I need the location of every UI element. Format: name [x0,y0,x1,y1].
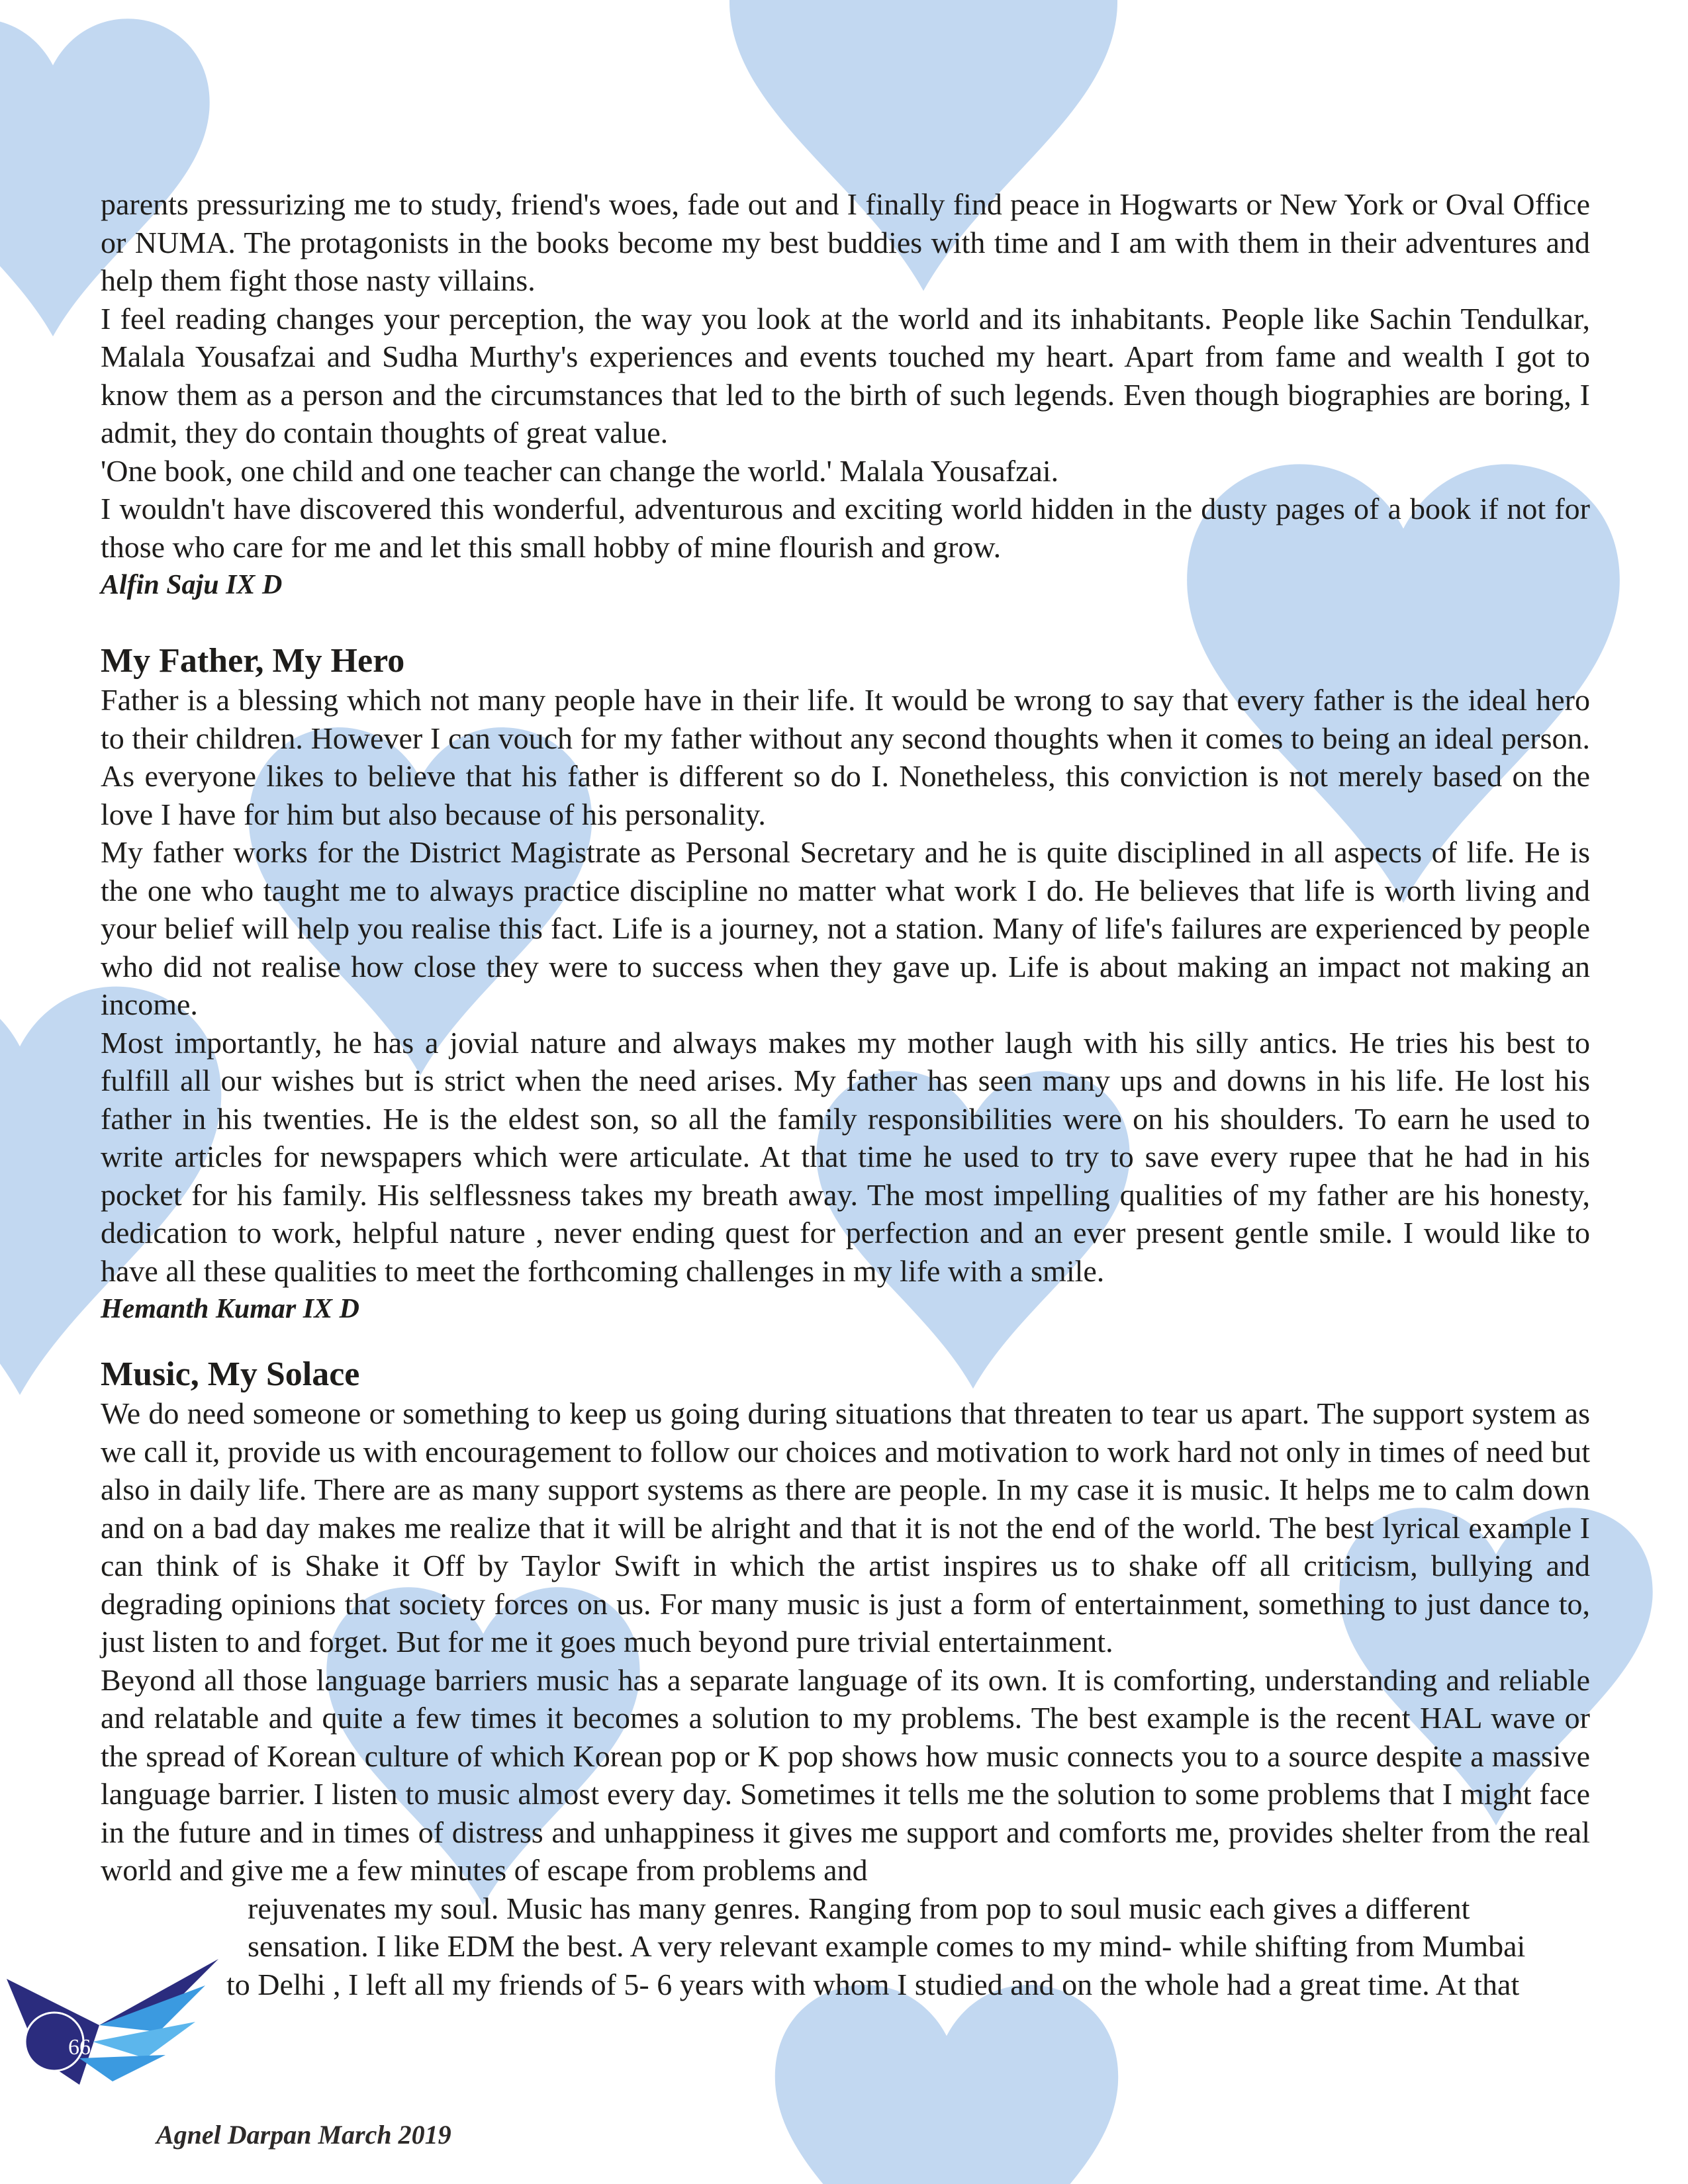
paragraph: I wouldn't have discovered this wonderful, adventurous and exciting world hidden in the dusty pages of a book if not for those who care for me and let this small hobby of mine flourish and grow. [101,492,1590,564]
paragraph: parents pressurizing me to study, friend's woes, fade out and I finally find peace in Hogwarts or New York or Oval Office or NUMA. The protagonists in the books become my best buddies with time and I am with them in their adventures and help them fight those nasty villains. [101,187,1590,297]
paragraph: Father is a blessing which not many people have in their life. It would be wrong to say that every father is the ideal hero to their children. However I can vouch for my father without any second thoughts when it comes to being an ideal person. As everyone likes to believe that his father is different so do I. Nonetheless, this conviction is not merely based on the love I have for him but also because of his personality. [101,683,1590,831]
page-number: 66 [68,2035,91,2060]
author-byline: Alfin Saju IX D [101,570,283,600]
quote-paragraph: 'One book, one child and one teacher can change the world.' Malala Yousafzai. [101,453,1059,488]
article-music [101,1355,1590,2003]
page-content [101,185,1590,2003]
paragraph: Most importantly, he has a jovial nature and always makes my mother laugh with his silly antics. He tries his best to fulfill all our wishes but is strict when the need arises. My father has seen many ups and downs in his life. He lost his father in his twenties. He is the eldest son, so all the family responsibilities were on his shoulders. To earn he used to write articles for newspapers which were articulate. At that time he used to try to save every rupee that he had in his pocket for his family. His selflessness takes my breath away. The most impelling qualities of my father are his honesty, dedication to work, helpful nature , never ending quest for perfection and an ever present gentle smile. I would like to have all these qualities to meet the forthcoming challenges in my life with a smile. [101,1025,1590,1288]
indented-line: rejuvenates my soul. Music has many genres. Ranging from pop to soul music each gives a different [248,1891,1470,1925]
paragraph: My father works for the District Magistrate as Personal Secretary and he is quite disciplined in all aspects of life. He is the one who taught me to always practice discipline no matter what work I do. He believes that life is worth living and your belief will help you realise this fact. Life is a journey, not a station. Many of life's failures are experienced by people who did not realise how close they were to success when they gave up. Life is about making an impact not making an income. [101,835,1590,1021]
article-reading [101,185,1590,604]
magazine-footer: Agnel Darpan March 2019 [156,2120,451,2150]
indented-line: sensation. I like EDM the best. A very relevant example comes to my mind- while shifting from Mumbai [248,1929,1526,1963]
indented-line: to Delhi , I left all my friends of 5- 6 years with whom I studied and on the whole had a great time. At that [226,1967,1520,2001]
paragraph: We do need someone or something to keep us going during situations that threaten to tear us apart. The support system as we call it, provide us with encouragement to follow our choices and motivation to work hard not only in times of need but also in daily life. There are as many support systems as there are people. In my case it is music. It helps me to calm down and on a bad day makes me realize that it will be alright and that it is not the end of the world. The best lyrical example I can think of is Shake it Off by Taylor Swift in which the artist inspires us to shake off all criticism, bullying and degrading opinions that society forces on us. For many music is just a form of entertainment, something to just dance to, just listen to and forget. But for me it goes much beyond pure trivial entertainment. [101,1396,1590,1659]
paragraph: Beyond all those language barriers music has a separate language of its own. It is comforting, understanding and reliable and relatable and quite a few times it becomes a solution to my problems. The best example is the recent HAL wave or the spread of Korean culture of which Korean pop or K pop shows how music connects you to a source despite a massive language barrier. I listen to music almost every day. Sometimes it tells me the solution to some problems that I might face in the future and in times of distress and unhappiness it gives me support and comforts me, provides shelter from the real world and give me a few minutes of escape from problems and [101,1662,1590,1887]
article-title: Music, My Solace [101,1355,360,1393]
bird-logo-icon [0,1959,225,2091]
author-byline: Hemanth Kumar IX D [101,1294,359,1324]
paragraph: I feel reading changes your perception, the way you look at the world and its inhabitants. People like Sachin Tendulkar, Malala Yousafzai and Sudha Murthy's experiences and events touched my heart. Apart from fame and wealth I got to know them as a person and the circumstances that led to the birth of such legends. Even though biographies are boring, I admit, they do contain thoughts of great value. [101,301,1590,449]
article-title: My Father, My Hero [101,642,405,680]
article-my-father [101,641,1590,1328]
heart-icon [775,1985,1118,2184]
